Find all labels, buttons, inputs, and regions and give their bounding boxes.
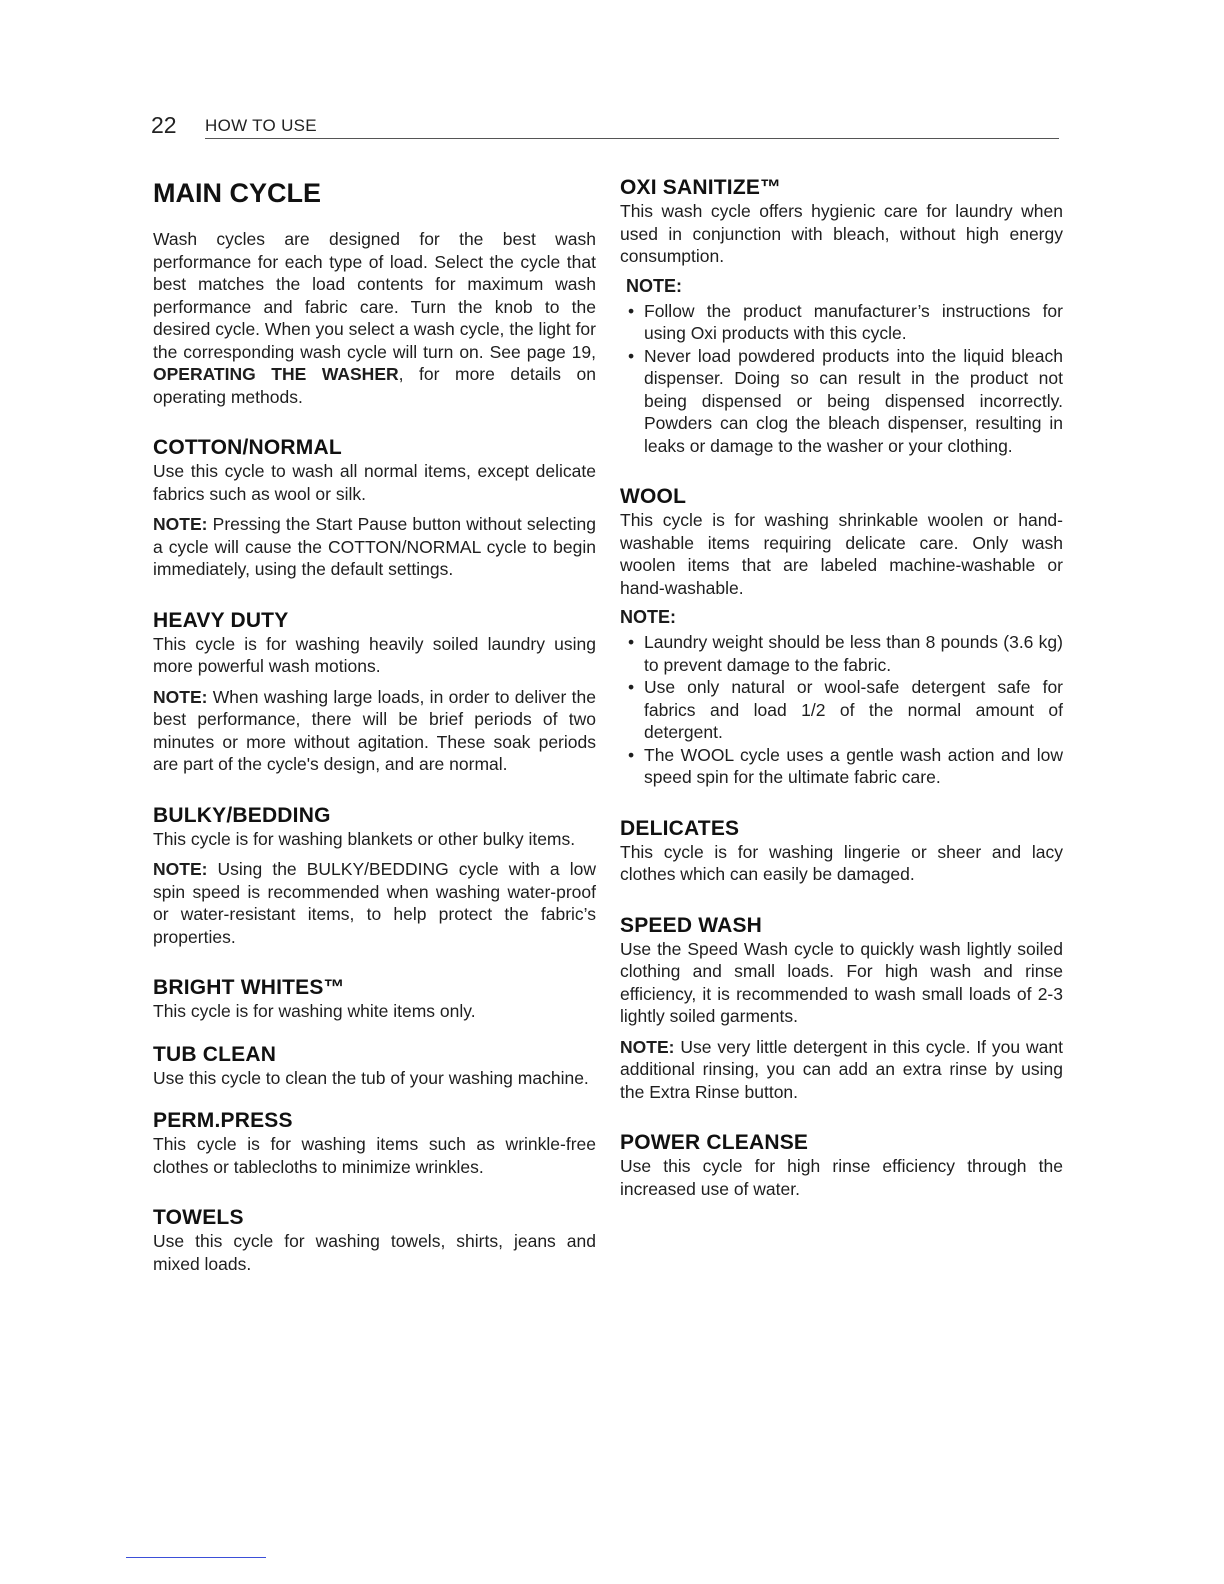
right-column [620, 176, 1063, 1200]
heavy-duty-note [153, 686, 596, 776]
list-item: • Use only natural or wool-safe detergent safe for fabrics and load 1/2 of the normal amount of detergent. [626, 676, 1063, 744]
tub-clean-body: Use this cycle to clean the tub of your washing machine. [153, 1067, 589, 1088]
perm-press-title: PERM.PRESS [153, 1109, 293, 1132]
bulky-bedding-title: BULKY/BEDDING [153, 803, 331, 827]
wool-note-label: NOTE: [620, 607, 676, 627]
note-label: NOTE: [153, 859, 208, 879]
oxi-note-label: NOTE: [626, 275, 682, 296]
tub-clean-title: TUB CLEAN [153, 1042, 277, 1066]
intro-text-a: Wash cycles are designed for the best wash performance for each type of load. Select the cycle that best matches the load contents for maximum wash performance and fabric care. Turn the knob to the desired cycle. When you select a wash cycle, the light for the corresponding wash cycle will turn on. See page 19, [153, 229, 596, 362]
bulky-bedding-body: This cycle is for washing blankets or other bulky items. [153, 828, 576, 849]
towels-body: Use this cycle for washing towels, shirts, jeans and mixed loads. [153, 1231, 596, 1274]
main-title: MAIN CYCLE [153, 178, 321, 208]
page-header [151, 112, 1059, 140]
speed-wash-note [620, 1036, 1063, 1104]
header-divider [205, 138, 1059, 139]
oxi-sanitize-title: OXI SANITIZE™ [620, 176, 782, 199]
operating-washer-reference: OPERATING THE WASHER [153, 364, 399, 384]
delicates-title: DELICATES [620, 816, 740, 840]
delicates-body: This cycle is for washing lingerie or sheer and lacy clothes which can easily be damaged. [620, 841, 1063, 884]
speed-wash-title: SPEED WASH [620, 913, 763, 937]
note-label: NOTE: [620, 1036, 675, 1057]
bright-whites-title: BRIGHT WHITES™ [153, 976, 345, 999]
list-item: • Laundry weight should be less than 8 pounds (3.6 kg) to prevent damage to the fabric. [626, 631, 1063, 676]
left-column [153, 176, 596, 1275]
power-cleanse-body: Use this cycle for high rinse efficiency through the increased use of water. [620, 1156, 1063, 1199]
wool-body: This cycle is for washing shrinkable woolen or hand-washable items requiring delicate care. Only wash woolen items that are labeled machine-washable or hand-washable. [620, 510, 1063, 598]
cotton-normal-note [153, 513, 596, 581]
speed-wash-body: Use the Speed Wash cycle to quickly wash lightly soiled clothing and small loads. For high wash and rinse efficiency, it is recommended to wash small loads of 2-3 lightly soiled garments. [620, 938, 1063, 1026]
cotton-normal-title: COTTON/NORMAL [153, 436, 342, 459]
wool-note-list [620, 631, 1063, 789]
list-item: • Never load powdered products into the liquid bleach dispenser. Doing so can result in the product not being dispensed or being dispensed incorrectly. Powders can clog the bleach dispenser, resulting in leaks or damage to the washer or your clothing. [626, 345, 1063, 458]
perm-press-body: This cycle is for washing items such as wrinkle-free clothes or tablecloths to minimize wrinkles. [153, 1134, 596, 1177]
intro-paragraph [153, 228, 596, 408]
header-section-title: HOW TO USE [205, 116, 317, 135]
bright-whites-body: This cycle is for washing white items only. [153, 1001, 476, 1021]
note-text: Pressing the Start Pause button without selecting a cycle will cause the COTTON/NORMAL cycle to begin immediately, using the default settings. [153, 514, 596, 579]
oxi-note-list [620, 300, 1063, 458]
page-number: 22 [151, 112, 177, 138]
wool-title: WOOL [620, 485, 687, 508]
note-text: When washing large loads, in order to deliver the best performance, there will be brief periods of two minutes or more without agitation. These soak periods are part of the cycle's design, and are normal. [153, 686, 596, 774]
heavy-duty-body: This cycle is for washing heavily soiled laundry using more powerful wash motions. [153, 633, 596, 676]
oxi-sanitize-body: This wash cycle offers hygienic care for laundry when used in conjunction with bleach, without high energy consumption. [620, 201, 1063, 266]
footer-link-underline [126, 1557, 266, 1558]
note-text: Using the BULKY/BEDDING cycle with a low spin speed is recommended when washing water-proof or water-resistant items, to help protect the fabric’s properties. [153, 859, 596, 947]
intro-text-b: , for more details on operating methods. [153, 364, 596, 407]
bulky-bedding-note [153, 858, 596, 948]
list-item: • Follow the product manufacturer’s instructions for using Oxi products with this cycle. [626, 300, 1063, 345]
list-item: • The WOOL cycle uses a gentle wash action and low speed spin for the ultimate fabric care. [626, 744, 1063, 789]
note-label: NOTE: [153, 686, 208, 707]
power-cleanse-title: POWER CLEANSE [620, 1131, 809, 1154]
heavy-duty-title: HEAVY DUTY [153, 608, 289, 632]
note-label: NOTE: [153, 514, 208, 534]
note-text: Use very little detergent in this cycle. If you want additional rinsing, you can add an extra rinse by using the Extra Rinse button. [620, 1036, 1063, 1102]
towels-title: TOWELS [153, 1206, 244, 1229]
cotton-normal-body: Use this cycle to wash all normal items, except delicate fabrics such as wool or silk. [153, 461, 596, 504]
